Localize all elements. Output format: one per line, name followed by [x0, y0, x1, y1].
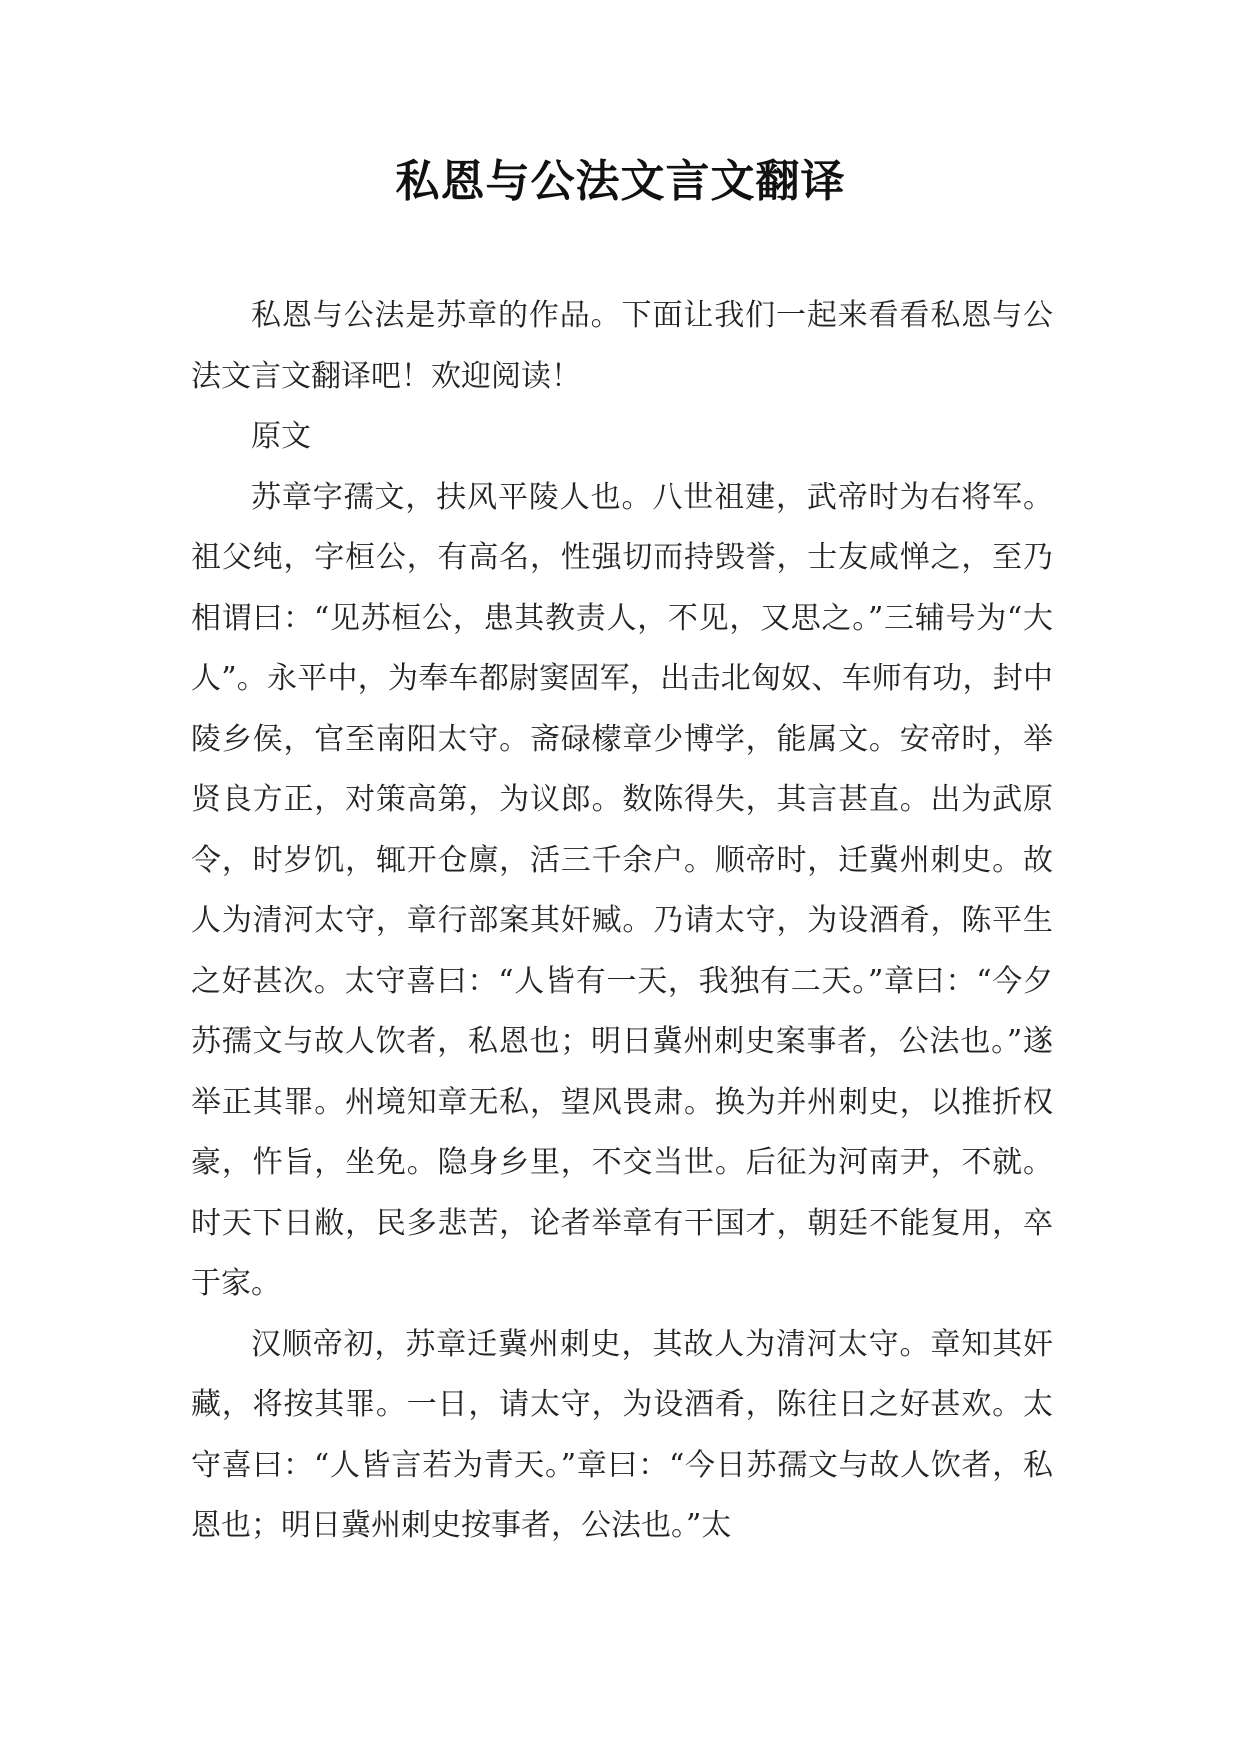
- document-title: 私恩与公法文言文翻译: [395, 156, 846, 207]
- intro-paragraph: 私恩与公法是苏章的作品。下面让我们一起来看看私恩与公法文言文翻译吧！欢迎阅读！: [191, 298, 1053, 394]
- story-paragraph: 汉顺帝初，苏章迁冀州刺史，其故人为清河太守。章知其奸藏，将按其罪。一日，请太守，为设酒肴，陈往日之好甚欢。太守喜曰：“人皆言若为青天。”章曰：“今日苏孺文与故人饮者，私恩也；明日冀州刺史按事者，公法也。”太: [191, 1326, 1053, 1543]
- section-heading-original-text: 原文: [251, 419, 311, 454]
- document-body: [191, 286, 1053, 1557]
- original-text-paragraph: 苏章字孺文，扶风平陵人也。八世祖建，武帝时为右将军。祖父纯，字桓公，有高名，性强切而持毁誉，士友咸惮之，至乃相谓曰：“见苏桓公，患其教责人，不见，又思之。”三辅号为“大人”。永平中，为奉车都尉窦固军，出击北匈奴、车师有功，封中陵乡侯，官至南阳太守。斋碌檬章少博学，能属文。安帝时，举贤良方正，对策高第，为议郎。数陈得失，其言甚直。出为武原令，时岁饥，辄开仓廪，活三千余户。顺帝时，迁冀州刺史。故人为清河太守，章行部案其奸臧。乃请太守，为设酒肴，陈平生之好甚次。太守喜曰：“人皆有一天，我独有二天。”章曰：“今夕苏孺文与故人饮者，私恩也；明日冀州刺史案事者，公法也。”遂举正其罪。州境知章无私，望风畏肃。换为并州刺史，以推折权豪，忤旨，坐免。隐身乡里，不交当世。后征为河南尹，不就。时天下日敝，民多悲苦，论者举章有干国才，朝廷不能复用，卒于家。: [191, 479, 1053, 1301]
